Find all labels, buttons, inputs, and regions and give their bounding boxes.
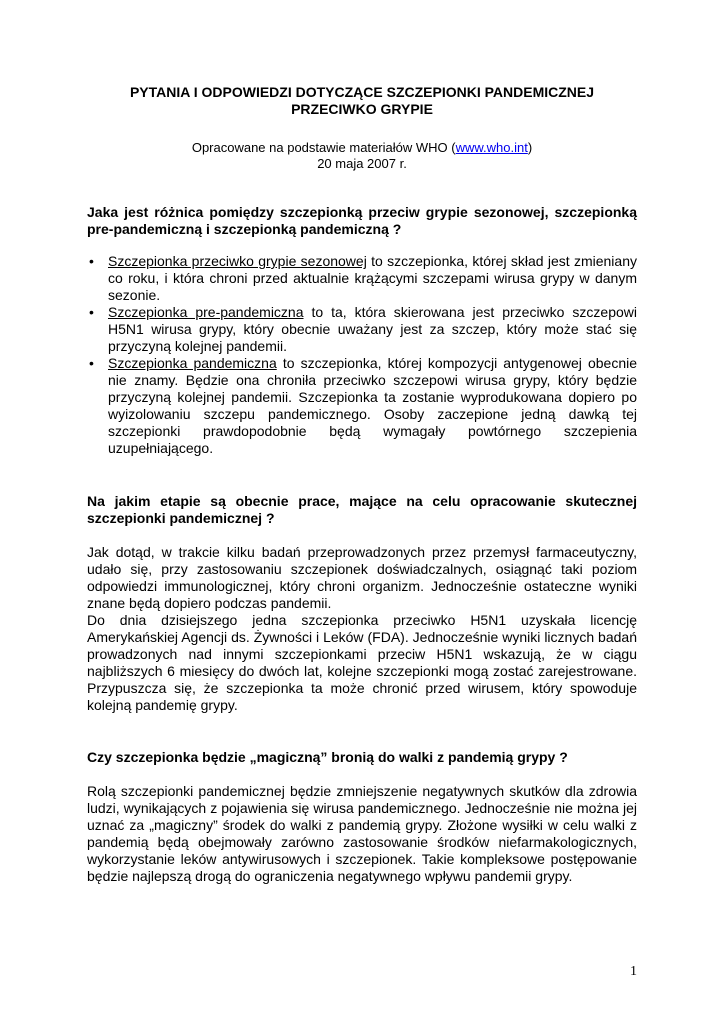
term-description: to szczepionka, której skład jest zmieniany co roku, i która chroni przed aktualnie krążącymi szczepami wirusa grypy w danym sezonie. <box>108 253 637 303</box>
question-1-heading: Jaka jest różnica pomiędzy szczepionką przeciw grypie sezonowej, szczepionką pre-pandemiczną i szczepionką pandemiczną ? <box>87 204 637 237</box>
bullet-icon: • <box>89 355 94 371</box>
question-2-heading: Na jakim etapie są obecnie prace, mające na celu opracowanie skutecznej szczepionki pandemicznej ? <box>87 493 637 526</box>
list-item <box>87 355 637 457</box>
question-3-heading: Czy szczepionka będzie „magiczną” bronią do walki z pandemią grypy ? <box>87 749 568 765</box>
page-number: 1 <box>630 964 637 979</box>
answer-2-paragraph-2: Do dnia dzisiejszego jedna szczepionka przeciwko H5N1 uzyskała licencję Amerykańskiej Agencji ds. Żywności i Leków (FDA). Jednocześnie wyniki licznych badań prowadzonych nad innymi szczepionkami przeciw H5N1 wskazują, że w ciągu najbliższych 6 miesięcy do dwóch lat, kolejne szczepionki mogą zostać zarejestrowane. Przypuszcza się, że szczepionka ta może chronić przed wirusem, który spowoduje kolejną pandemię grypy. <box>87 612 637 713</box>
document-title <box>87 84 637 118</box>
document-page <box>87 84 637 885</box>
bullet-icon: • <box>89 304 94 320</box>
bullet-icon: • <box>89 253 94 269</box>
term-description: to ta, która skierowana jest przeciwko szczepowi H5N1 wirusa grypy, który obecnie uważany jest za szczep, który może stać się przyczyną kolejnej pandemii. <box>108 304 637 354</box>
list-item <box>87 304 637 355</box>
list-item <box>87 253 637 304</box>
who-link[interactable]: www.who.int <box>455 140 528 155</box>
answer-3 <box>87 783 637 885</box>
answer-3-paragraph-1: Rolą szczepionki pandemicznej będzie zmniejszenie negatywnych skutków dla zdrowia ludzi, wynikających z pojawienia się wirusa pandemicznego. Jednocześnie nie można jej uznać za „magiczny” środek do walki z pandemią grypy. Złożone wysiłki w celu walki z pandemią będą obejmowały zarówno zastosowanie środków niefarmakologicznych, wykorzystanie leków antywirusowych i szczepionek. Takie kompleksowe postępowanie będzie najlepszą drogą do ograniczenia negatywnego wpływu pandemii grypy. <box>87 783 637 884</box>
title-line-1: PYTANIA I ODPOWIEDZI DOTYCZĄCE SZCZEPIONKI PANDEMICZNEJ <box>129 84 595 100</box>
source-suffix: ) <box>527 140 533 155</box>
document-date: 20 maja 2007 r. <box>317 156 407 171</box>
term-pandemic-vaccine: Szczepionka pandemiczna <box>108 355 277 371</box>
term-seasonal-vaccine: Szczepionka przeciwko grypie sezonowej <box>108 253 367 269</box>
answer-2-paragraph-1: Jak dotąd, w trakcie kilku badań przeprowadzonych przez przemysł farmaceutyczny, udało się, przy zastosowaniu szczepionek doświadczalnych, osiągnąć taki poziom odpowiedzi immunologicznej, który chroni organizm. Jednocześnie ostateczne wyniki znane będą dopiero podczas pandemii. <box>87 544 637 611</box>
document-source <box>87 140 637 172</box>
term-description: to szczepionka, której kompozycji antygenowej obecnie nie znamy. Będzie ona chroniła przeciwko szczepowi wirusa grypy, który będzie przyczyną kolejnej pandemii. Szczepionka ta zostanie wyprodukowana dopiero po wyizolowaniu szczepu pandemicznego. Osoby zaczepione jedną dawką tej szczepionki prawdopodobnie będą wymagały powtórnego szczepienia uzupełniającego. <box>108 355 638 456</box>
term-prepandemic-vaccine: Szczepionka pre-pandemiczna <box>108 304 304 320</box>
source-prefix: Opracowane na podstawie materiałów WHO ( <box>191 140 456 155</box>
title-line-2: PRZECIWKO GRYPIE <box>291 101 433 117</box>
answer-2 <box>87 544 637 714</box>
vaccine-types-list <box>87 253 637 457</box>
